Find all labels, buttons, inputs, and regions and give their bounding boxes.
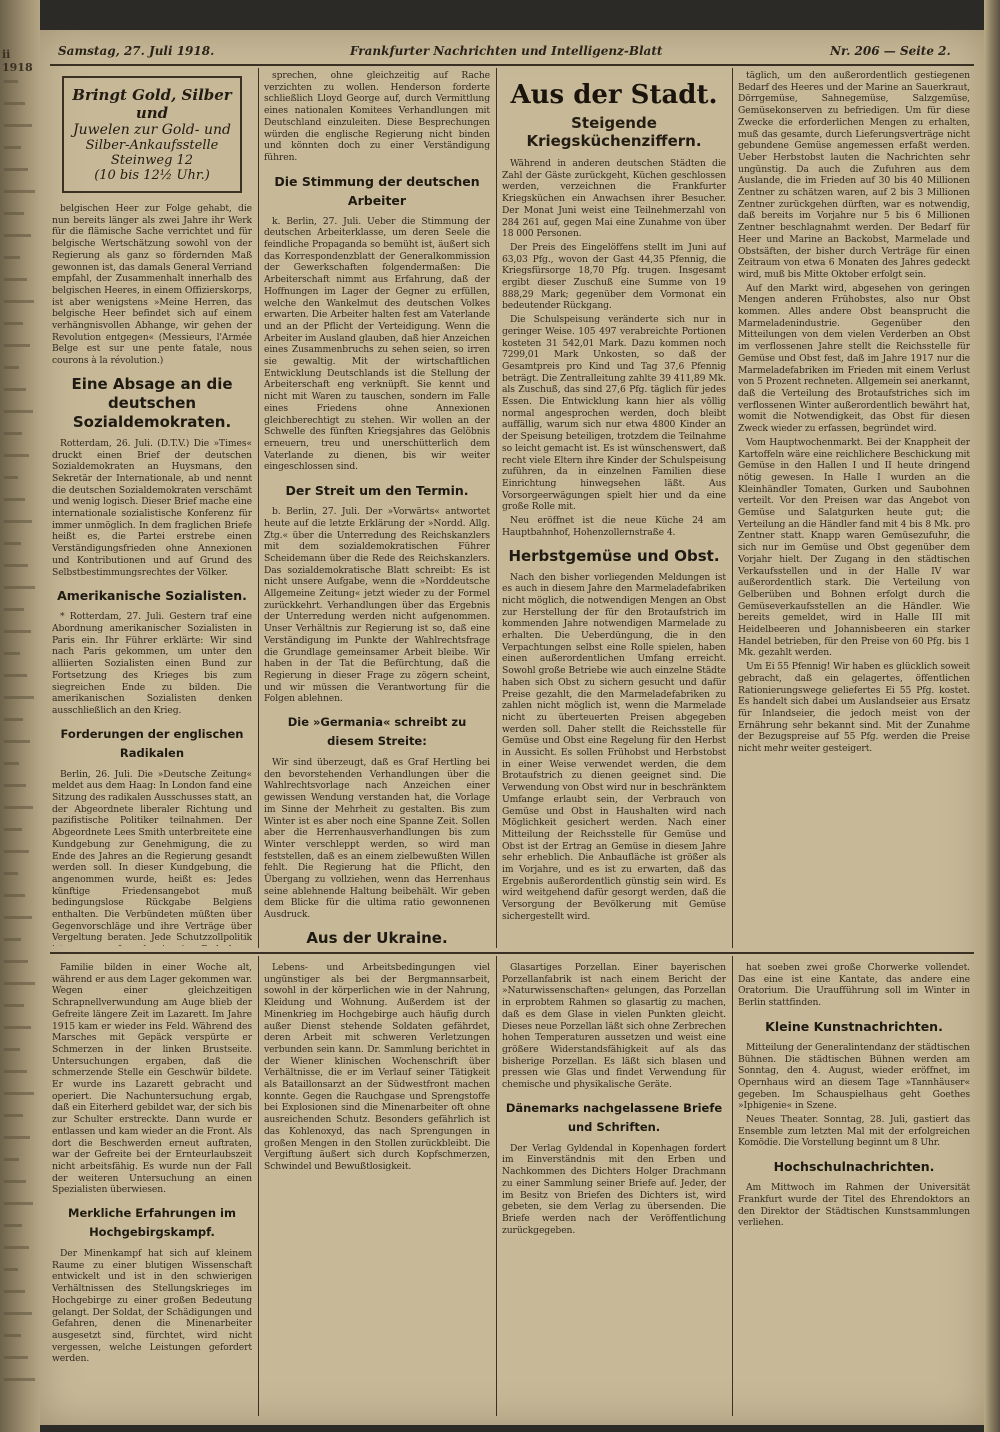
spine-text-fragment [4,1180,26,1183]
spine-text-fragment [4,498,25,501]
spine-text-fragment [4,1290,25,1293]
article-text: Vom Hauptwochenmarkt. Bei der Knappheit der Kartoffeln wäre eine reichlichere Beschickung mit Gemüse in den Hallen I und II heute dringend nötig gewesen. In Halle I wurden an die Kleinhändler Tomaten, Gurken und Saubohnen verteilt. Vor den Preisen war das Angebot von Gemüse und Salatgurken heute gut; die Verteilung an die Händler fand mit 4 bis 8 Mk. pro Zentner statt. Knapp waren Gemüsezufuhr, die sich nur im Gemüse und Obst gegenüber dem Vorjahr hielt. Der Zugang in den städtischen Verkaufsstellen und in der Halle IV war außerordentlich stark. Die Verteilung von Gelberüben und Bohnen erfolgt durch die Gemüseverkaufsstellen an die Händler. Wie bereits gemeldet, wird in Halle III mit Heidelbeeren und Johannisbeeren ein starker Handel betrieben, für den Preise von 60 Pfg. bis 1 Mk. gezahlt werden. [738,436,970,659]
spine-text-fragment [4,80,18,83]
article-text: Mitteilung der Generalintendanz der städtischen Bühnen. Die städtischen Bühnen werden am Sonntag, den 4. August, wieder eröffnet, im Opernhaus wird an diesem Tage »Tannhäuser« gegeben. Im Schauspielhaus geht Goethes »Iphigenie« in Szene. [738,1041,970,1112]
spine-text-fragment [4,1224,22,1227]
column-rule [258,956,259,1416]
spine-text-fragment [4,916,32,919]
book-spine [0,0,40,1432]
column-rule [732,956,733,1416]
spine-text-fragment [4,894,25,897]
article-text: Der Preis des Eingelöffens stellt im Juni auf 63,03 Pfg., wovon der Gast 44,35 Pfennig, die Kriegsfürsorge 18,70 Pfg. trugen. Insgesamt ergibt dieser Zuschuß eine Summe von 19 888,29 Mark; gegenüber dem Vormonat ein bedeutender Rückgang. [502,241,726,312]
spine-text-fragment [4,784,26,787]
spine-text-fragment [4,542,21,545]
article-text: b. Berlin, 27. Juli. Der »Vorwärts« antwortet heute auf die letzte Erklärung der »Nordd. Allg. Ztg.« über die Unterredung des Reichskanzlers mit dem sozialdemokratischen Führer Scheidemann über die Rede des Reichskanzlers. Das sozialdemokratische Blatt schreibt: Es ist nicht unsere Aufgabe, wenn die »Norddeutsche Allgemeine Zeitung« jetzt wieder zu der Formel zurückkehrt. Verhandlungen über das Ergebnis der Unterredung werden nicht aufgenommen. Unser Verhältnis zur Regierung ist so, daß eine Verständigung im Punkte der Wahlrechtsfrage die Grundlage gemeinsamer Arbeit bleibe. Wir haben in der Tat die Befürchtung, daß die Regierung in dieser Frage zu zögern scheint, und wir müssen die Verantwortung für die Folgen ablehnen. [264,506,490,705]
page-edge [984,0,1000,1432]
feuilleton-column-4 [738,962,970,1417]
article-text: k. Berlin, 27. Juli. Ueber die Stimmung der deutschen Arbeiterklasse, um deren Seele die feindliche Propaganda so bemüht ist, äußert sich das Korrespondenzblatt der Generalkommission der Gewerkschaften folgendermaßen: Die Arbeiterschaft nimmt aus Erfahrung, daß der Hoffnungen im Lager der Gegner zu erfüllen, welche den Wankelmut des deutschen Volkes erwarten. Die Arbeiter halten fest am Vaterlande und an der Pflicht der Verteidigung. Wenn die Arbeiter im Ausland glauben, daß hier Anzeichen eines Zusammenbruchs zu sehen seien, so irren sie gewaltig. Mit der wirtschaftlichen Entwicklung Deutschlands ist die Stellung der Arbeiterschaft eng verknüpft. Sie kennt und nicht mit Waren zu tauschen, sondern im Falle eines Friedens ohne Annexionen gleichberechtigt zu stehen. Wir wollen an der Schwelle des fünften Kriegsjahres das Gelöbnis erneuern, treu und unerschütterlich dem Vaterlande zu dienen, bis wir weiter eingeschlossen sind. [264,215,490,473]
spine-text-fragment [4,520,32,523]
spine-text-fragment [4,476,18,479]
spine-text-fragment [4,146,21,149]
spine-text-fragment [4,1312,32,1315]
feuilleton-column-1 [52,962,252,1417]
masthead [40,42,984,64]
column-1 [52,70,252,946]
spine-text-fragment [4,278,27,281]
headline: Hochschulnachrichten. [773,1159,935,1175]
spine-text-fragment [4,124,32,127]
feuilleton-column-2 [264,962,490,1417]
headline: Die »Germania« schreibt zu diesem Streite: [287,715,467,749]
column-2 [264,70,490,946]
spine-text-fragment [4,762,19,765]
spine-text-fragment [4,300,34,303]
headline: Die Stimmung der deutschen Arbeiter [274,173,480,208]
article-text: * Rotterdam, 27. Juli. Gestern traf eine Abordnung amerikanischer Sozialisten in Paris ein. Ihr Führer erklärte: Wir sind nach Paris gekommen, um unter den alliierten Sozialisten einen Bund zur Fortsetzung des Krieges bis zum siegreichen Ende zu bilden. Die amerikanischen Sozialisten denken ausschließlich an den Krieg. [52,611,252,716]
spine-text-fragment [4,1092,34,1095]
section-title: Aus der Stadt. [510,80,718,110]
spine-text-fragment [4,630,31,633]
headline: Merkliche Erfahrungen im Hochgebirgskampf. [68,1206,236,1240]
headline: Forderungen der englischen Radikalen [60,726,244,760]
article-text: Berlin, 26. Juli. Die »Deutsche Zeitung« meldet aus dem Haag: In London fand eine Sitzung des radikalen Ausschusses statt, an der Abgeordnete liberaler Richtung und pazifistische Politiker teilnahmen. Der Abgeordnete Lees Smith unterbreitete eine Kundgebung zur Genehmigung, die zu Ende des Jahres an die Regierung gesandt werden soll. In dieser Kundgebung, die angenommen wurde, heißt es: Jedes künftige Friedensangebot muß bedingungslose Rückgabe Belgiens enthalten. Die Verbündeten müßten über Gegenvorschläge und ihre Verträge über Vergeltung beraten. Jede Schutzzollpolitik [52,768,252,944]
spine-text-fragment [4,674,27,677]
spine-text-fragment [4,344,30,347]
spine-text-fragment [4,454,29,457]
article-text: Auf den Markt wird, abgesehen von geringen Mengen anderen Frühobstes, also nur Obst kommen. Alles andere Obst beansprucht die Marmeladenindustrie. Gegenüber den Mitteilungen von dem vielen Verderben an Obst im verflossenen Jahre stellt die Reichsstelle für Gemüse und Obst fest, daß im Jahre 1917 nur die Marmeladefabriken im Frieden mit einem Verlust von 5 Prozent rechneten. Allgemein sei anerkannt, daß die Verteilung des Brotaufstriches sich im verflossenen Winter außerordentlich bewährt hat, womit die Notwendigkeit, das Obst für diesen Zweck wieder zu erfassen, begründet wird. [738,282,970,435]
spine-text-fragment [4,1048,20,1051]
article-text: Nach den bisher vorliegenden Meldungen ist es auch in diesem Jahre den Marmeladefabriken nicht möglich, die notwendigen Mengen an Obst zur Herstellung der für den Brotaufstrich im kommenden Jahre notwendigen Marmelade zu erhalten. Die Ueberdüngung, die in den Verpachtungen selbst eine Rolle spielen, haben einen außerordentlichen Umfang erreicht. Sowohl große Betriebe wie auch einzelne Städte haben sich Obst zu sichern gesucht und dafür Preise gezahlt, die den Marmeladefabriken zu zahlen nicht möglich ist, wenn die Marmelade nicht zu überteuerten Preisen abgegeben werden soll. Daher stellt die Reichsstelle für Gemüse und Obst eine Regelung für den Herbst in Aussicht. Es sollen Frühobst und Herbstobst in einer Weise verwendet werden, die dem Brotaufstrich zu dienen geeignet sind. Die Verwendung von Obst wird nur in beschränktem Umfange erlaubt sein, der Verbrauch von Gemüse und Obst in Haushalten wird nach Möglichkeit gesichert werden. Nach einer Mitteilung der Reichsstelle für Gemüse und Obst ist der Ertrag an Gemüse in diesem Jahre sehr erheblich. Die Anbaufläche ist größer als im Vorjahre, und es ist zu erwarten, daß das Ergebnis außerordentlich günstig sein wird. Es wird weitgehend dafür gesorgt werden, daß die Versorgung der Bevölkerung mit Gemüse sichergestellt wird. [502,571,726,922]
spine-text-fragment [4,212,24,215]
issue-date: Samstag, 27. Juli 1918. [58,44,215,58]
spine-text-fragment [4,322,23,325]
spine-text-fragment [4,1334,21,1337]
section-rule [50,952,974,954]
ad-line: Juwelen zur Gold- und [73,122,231,138]
headline: Eine Absage an die deutschen Sozialdemokraten. [71,374,233,431]
article-text: Familie bilden in einer Woche alt, während er aus dem Lager gekommen war. Wegen einer gleichzeitigen Schrapnellverwundung am Auge blieb der Gefreite längere Zeit im Lazarett. Im Jahre 1915 kam er wieder ins Feld. Während des Marsches mit Gepäck verspürte er Schmerzen in der linken Brustseite. Untersuchungen ergaben, daß die schmerzende Stelle ein Geschwür bildete. Er wurde ins Lazarett gebracht und operiert. Die Nachuntersuchung ergab, daß ein Eiterherd gebildet war, der sich bis zur Schulter erstreckte. Dann wurde er entlassen und kam wieder an die Front. Als dort die Beschwerden erneut auftraten, war der Gefreite bei der Ernteurlaubszeit nicht arbeitsfähig. Es wurde nun der Fall der weiteren Untersuchung an einen Spezialisten überwiesen. [52,962,252,1196]
section-subtitle: Steigende Kriegsküchenziffern. [526,114,702,150]
spine-text-fragment [4,410,33,413]
spine-text-fragment [4,1026,31,1029]
headline: Aus der Ukraine. [306,928,448,946]
paper-title: Frankfurter Nachrichten und Intelligenz-Blatt [350,44,663,58]
spine-text-fragment [4,234,31,237]
spine-text-fragment [4,1268,18,1271]
article-text: Während in anderen deutschen Städten die Zahl der Gäste zurückgeht, Küchen geschlossen werden, verzeichnen die Frankfurter Kriegsküchen ein Anwachsen ihrer Besucher. Der Monat Juni weist eine Teilnehmerzahl von 284 261 auf, gegen Mai eine Zunahme von über 18 000 Personen. [502,158,726,240]
article-text: Neu eröffnet ist die neue Küche 24 am Hauptbahnhof, Hohenzollernstraße 4. [502,515,726,538]
spine-text-fragment [4,586,35,589]
spine-text-fragment [4,1202,33,1205]
spine-text-fragment [4,102,25,105]
masthead-rule [50,64,974,66]
column-rule [496,68,497,948]
article-text: Der Verlag Gyldendal in Kopenhagen fordert im Einverständnis mit den Erben und Nachkommen des Dichters Holger Drachmann zu einer Sammlung seiner Briefe auf. Jeder, der im Besitz von Briefen des Dichters ist, wird gebeten, sie dem Verlag zu übersenden. Die Briefe werden nach der Veröffentlichung zurückgegeben. [502,1142,726,1236]
spine-text-fragment [4,806,33,809]
spine-text-fragment [4,740,30,743]
spine-text-fragment [4,168,28,171]
spine-text-fragment [4,850,29,853]
issue-number: Nr. 206 — Seite 2. [830,44,951,58]
spine-text-fragment [4,872,18,875]
article-text: Wir sind überzeugt, daß es Graf Hertling bei den bevorstehenden Verhandlungen über die Wahlrechtsvorlage nach Anzeichen einer gewissen Wendung verstanden hat, die Vorlage im Sinne der Mehrheit zu gestalten. Bis zum Winter ist es aber noch eine Spanne Zeit. Sollen aber die Herrenhausverhandlungen bis zum Winter verschleppt werden, so wird man feststellen, daß es an einem zielbewußten Willen fehlt. Die Regierung hat die Pflicht, den Übergang zu vollziehen, wenn das Herrenhaus seine ablehnende Haltung beibehält. Wir geben dem Blicke für die ultima ratio gewonnenen Ausdruck. [264,757,490,921]
column-rule [258,68,259,948]
spine-text-fragment [4,652,20,655]
spine-fragment: ii 1918 [2,48,33,74]
spine-text-fragment [4,1158,19,1161]
spine-text-fragment [4,828,22,831]
spine-text-fragment [4,564,28,567]
spine-text-fragment [4,1114,23,1117]
article-text: täglich, um den außerordentlich gestiegenen Bedarf des Heeres und der Marine an Sauerkraut, Dörrgemüse, Sahnegemüse, Salzgemüse, Gemüsekonserven zu befriedigen. Um für diese Zwecke die erforderlichen Mengen zu erhalten, muß das gesamte, durch Lieferungsverträge nicht gebundene Gemüse angemessen erfaßt werden. Ueber Herbstobst lauten die Nachrichten sehr ungünstig. Da auch die Zufuhren aus dem Auslande, die im Frieden auf 30 bis 40 Millionen Zentner zu schätzen waren, auf 2 bis 3 Millionen Zentner zurückgehen dürften, war es notwendig, daß bereits im Vorjahre nur 5 bis 6 Millionen Zentner beschlagnahmt werden. Der Bedarf für Heer und Marine an Backobst, Marmelade und Obstsäften, der bisher durch Verträge für einen Zeitraum von etwa 6 Monaten des Jahres gedeckt wird, muß bis Mitte Oktober erfolgt sein. [738,70,970,280]
column-3 [502,70,726,946]
article-text: Glasartiges Porzellan. Einer bayerischen Porzellanfabrik ist nach einem Bericht der »Naturwissenschaften« gelungen, das Porzellan in erprobtem Rahmen so glasartig zu machen, daß es dem Glase in vielen Punkten gleicht. Dieses neue Porzellan läßt sich ohne Zerbrechen hohen Temperaturen aussetzen und weist eine größere Widerstandsfähigkeit auf als das bisherige Porzellan. Es läßt sich blasen und pressen wie Glas und findet Verwendung für chemische und physikalische Geräte. [502,962,726,1091]
spine-text-fragment [4,1246,29,1249]
ad-line: (10 bis 12½ Uhr.) [94,168,210,183]
spine-text-fragment [4,1004,24,1007]
article-text: Um Ei 55 Pfennig! Wir haben es glücklich soweit gebracht, daß ein gelagertes, öffentlichen Rationierungswege geliefertes Ei 55 Pfg. kostet. Es handelt sich dabei um Auslandseier aus Ersatz für Inlandseier, die jedoch meist von der Ernährung sehr bekannt sind. Mit der Zunahme der Bezugspreise auf 55 Pfg. werden die Preise nicht mehr weiter gesteigert. [738,661,970,755]
spine-text-fragment [4,960,28,963]
spine-text-fragment [4,938,21,941]
spine-text-fragment [4,190,35,193]
feuilleton-column-3 [502,962,726,1417]
article-text: sprechen, ohne gleichzeitig auf Rache verzichten zu wollen. Henderson forderte schließlich Lloyd George auf, durch Vermittlung eines nationalen Komitees Verhandlungen mit Deutschland einzuleiten. Diese Besprechungen würden die englische Regierung nicht binden und könnten doch zu einer Verständigung führen. [264,70,490,163]
headline: Dänemarks nachgelassene Briefe und Schriften. [505,1100,723,1134]
article-text: Der Minenkampf hat sich auf kleinem Raume zu einer blutigen Wissenschaft entwickelt und ist in den schwierigen Verhältnissen des Stellungskrieges im Hochgebirge zu einer großen Bedeutung gelangt. Der Soldat, der Schädigungen und Gefahren, denen die Minenarbeiter ausgesetzt sind, fürchtet, wird nicht vergessen, welche Leistungen gefordert werden. [52,1248,252,1365]
ad-line: Silber-Ankaufsstelle Steinweg 12 [85,138,219,168]
column-4 [738,70,970,946]
spine-text-fragment [4,432,22,435]
spine-text-fragment [4,718,23,721]
spine-text-fragment [4,608,24,611]
column-rule [732,68,733,948]
headline: Kleine Kunstnachrichten. [765,1018,943,1034]
spine-text-fragment [4,366,19,369]
newspaper-page [40,30,984,1425]
headline: Amerikanische Sozialisten. [57,588,247,604]
article-text: Rotterdam, 26. Juli. (D.T.V.) Die »Times« druckt einen Brief der deutschen Sozialdemokraten an Huysmans, den Sekretär der Internationale, ab und nennt die deutschen Sozialdemokraten verschämt und wenig logisch. Dieser Brief mache eine internationale sozialistische Konferenz für immer unmöglich. In dem fraglichen Briefe heißt es, die Partei erstrebe einen Verständigungsfrieden ohne Annexionen und Kontributionen und auf Grund des Selbstbestimmungsrechtes der Völker. [52,437,252,578]
spine-text-fragment [4,696,34,699]
headline: Der Streit um den Termin. [285,483,469,499]
article-text: Am Mittwoch im Rahmen der Universität Frankfurt wurde der Titel des Ehrendoktors an den Direktor der Städtischen Kunstsammlungen verliehen. [738,1182,970,1229]
spine-text-fragment [4,982,35,985]
spine-text-fragment [4,1070,27,1073]
spine-text-fragment [4,1136,30,1139]
spine-text-fragment [4,1356,28,1359]
spine-text-fragment [4,256,20,259]
ad-line: Bringt Gold, Silber und [72,86,232,122]
article-text: belgischen Heer zur Folge gehabt, die nun bereits länger als zwei Jahre ihr Werk für die flämische Sache verrichtet und für belgische Wertschätzung sowohl von der Regierung als ganz so fördernden Maß gewonnen ist, das damals General Verriand empfahl, der Zusammenhalt innerhalb des belgischen Heeres, in einem Offizierskorps, ist aber wenigstens »Meine Herren, das belgische Heer befindet sich auf einem verhängnisvollen Abhange, wir gehen der Revolution entgegen« (Messieurs, l'Armée Belge est sur une pente fatale, nous courons à la révolution.) [52,203,252,367]
headline: Herbstgemüse und Obst. [508,546,720,565]
article-text: hat soeben zwei große Chorwerke vollendet. Das eine ist eine Kantate, das andere eine Oratorium. Die Uraufführung soll im Winter in Berlin stattfinden. [738,962,970,1009]
article-text: Lebens- und Arbeitsbedingungen viel ungünstiger als bei der Bergmannsarbeit, sowohl in der körperlichen wie in der Nahrung, Kleidung und Wohnung. Außerdem ist der Minenkrieg im Hochgebirge auch häufig durch außer Dienst stehende Soldaten gefährdet, deren Arbeit mit schweren Verletzungen verbunden sein kann. Dr. Sammlung berichtet in der Wiener klinischen Wochenschrift über Verhältnisse, die er im Verlauf seiner Tätigkeit als Bataillonsarzt an der Südwestfront machen konnte. Gegen die Rauchgase und Sprengstoffe bei Explosionen sind die Minenarbeiter oft ohne ausreichenden Schutz. Besonders gefährlich ist das Kohlenoxyd, das nach Sprengungen in großen Mengen in den Stollen zurückbleibt. Die Vergiftung äußert sich durch Kopfschmerzen, Schwindel und Bewußtlosigkeit. [264,962,490,1172]
article-text: Neues Theater. Sonntag, 28. Juli, gastiert das Ensemble zum letzten Mal mit der erfolgreichen Komödie. Die Vorstellung beginnt um 8 Uhr. [738,1114,970,1149]
spine-text-fragment [4,388,26,391]
gold-ankauf-advertisement [62,76,242,193]
spine-text-fragment [4,1378,35,1381]
article-text: Die Schulspeisung veränderte sich nur in geringer Weise. 105 497 verabreichte Portionen kosteten 31 542,01 Mark. Dazu kommen noch 7299,01 Mark Unkosten, so daß der Gesamtpreis pro Kind und Tag 37,6 Pfennig beträgt. Die Zentralleitung zahlte 39 411,89 Mk. als Zuschuß, das sind 27,6 Pfg. täglich für jedes Essen. Die Entwicklung kann hier als völlig normal angesprochen werden, doch bleibt auffällig, warum sich nur etwa 4800 Kinder an der Speisung beteiligen, trotzdem die Teilnahme so leicht gemacht ist. Es ist wünschenswert, daß recht viele Eltern ihre Kinder der Schulspeisung zuführen, da in einzelnen Familien diese Einrichtung hinwegsehen läßt. Aus Vorsorgeerwägungen spielt hier und da eine große Rolle mit. [502,314,726,513]
column-rule [496,956,497,1416]
